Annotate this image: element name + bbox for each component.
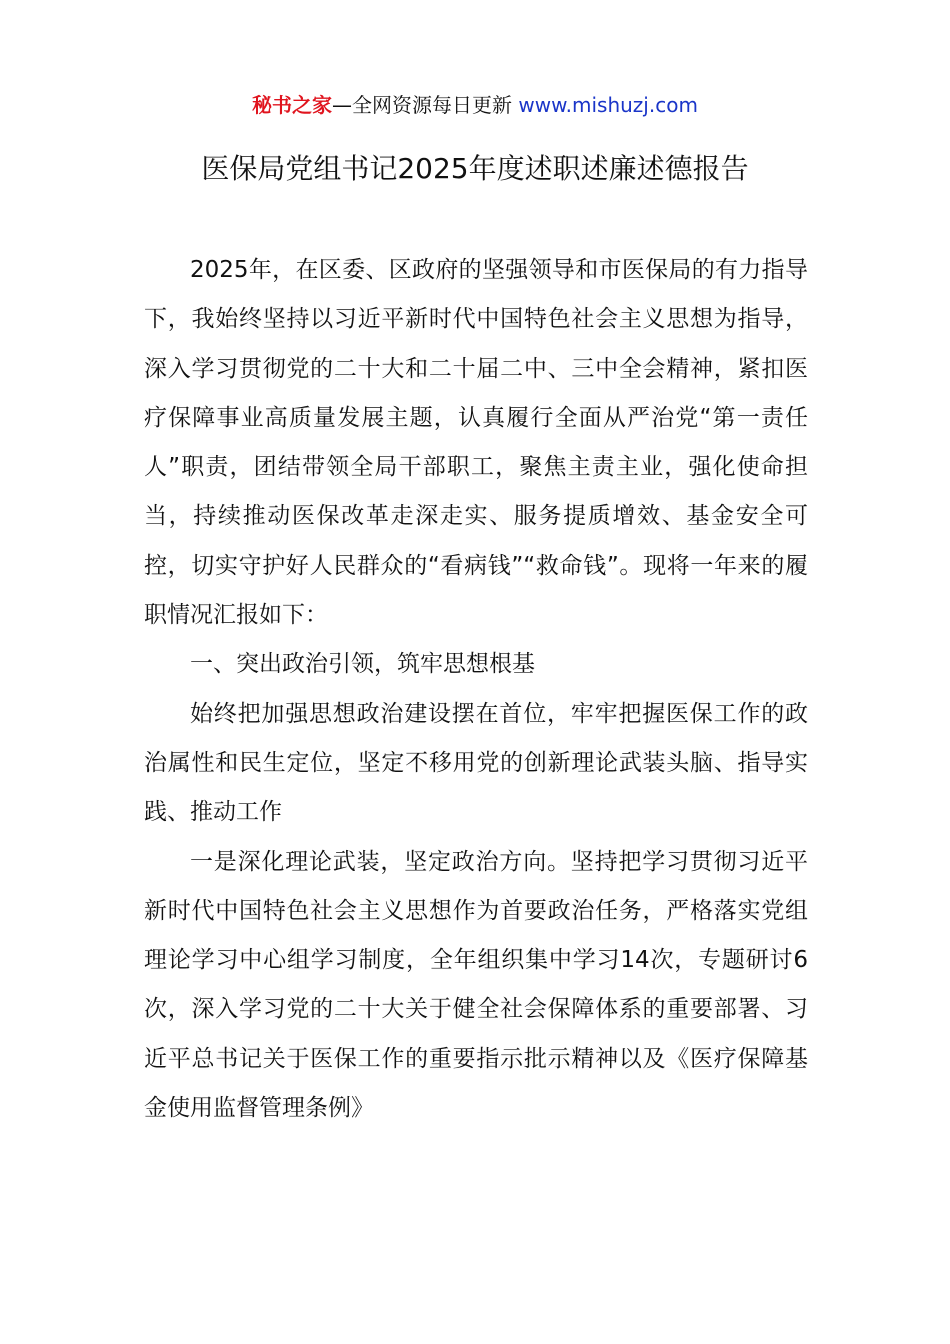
section-summary-paragraph: 始终把加强思想政治建设摆在首位，牢牢把握医保工作的政治属性和民生定位，坚定不移用党的创新理论武装头脑、指导实践、推动工作 bbox=[144, 700, 808, 826]
brand-name: 秘书之家 bbox=[252, 93, 333, 117]
site-header bbox=[0, 88, 950, 122]
point-one-paragraph: 一是深化理论武装，坚定政治方向。坚持把学习贯彻习近平新时代中国特色社会主义思想作为首要政治任务，严格落实党组理论学习中心组学习制度，全年组织集中学习14次，专题研讨6次，深入学习党的二十大关于健全社会保障体系的重要部署、习近平总书记关于医保工作的重要指示批示精神以及《医疗保障基金使用监督管理条例》 bbox=[144, 848, 808, 1122]
header-tagline: —全网资源每日更新 bbox=[332, 93, 513, 117]
document-body bbox=[144, 246, 808, 1133]
intro-paragraph: 2025年，在区委、区政府的坚强领导和市医保局的有力指导下，我始终坚持以习近平新时代中国特色社会主义思想为指导，深入学习贯彻党的二十大和二十届二中、三中全会精神，紧扣医疗保障事业高质量发展主题，认真履行全面从严治党“第一责任人”职责，团结带领全局干部职工，聚焦主责主业，强化使命担当，持续推动医保改革走深走实、服务提质增效、基金安全可控，切实守护好人民群众的“看病钱”“救命钱”。现将一年来的履职情况汇报如下： bbox=[144, 257, 808, 629]
section-heading: 一、突出政治引领，筑牢思想根基 bbox=[190, 651, 535, 678]
document-title: 医保局党组书记2025年度述职述廉述德报告 bbox=[201, 152, 749, 185]
site-url-link[interactable]: www.mishuzj.com bbox=[518, 93, 698, 117]
